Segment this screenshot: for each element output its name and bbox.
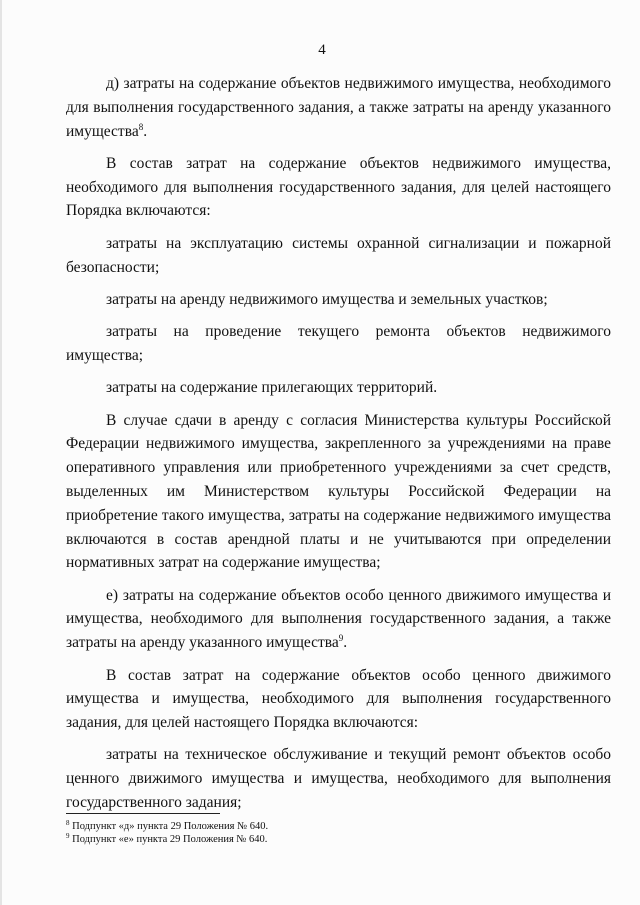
paragraph-e-clause: е) затраты на содержание объектов особо ценного движимого имущества и имущества, необходимого для выполнения государственного задания, а также затраты на аренду указанного имущества$^9$. [66, 586, 611, 652]
footnote-mark: 8 [66, 819, 70, 827]
paragraph-real-estate-costs-intro: В состав затрат на содержание объектов недвижимого имущества, необходимого для выполнения государственного задания, для целей настоящего Порядка включаются: [66, 154, 611, 220]
list-item-repair-costs: затраты на проведение текущего ремонта объектов недвижимого имущества; [66, 323, 611, 364]
footnote-mark: 9 [66, 832, 70, 840]
footnote-ref-8[interactable]: 8 [138, 121, 144, 132]
footnote-ref-9[interactable]: 9 [338, 633, 344, 644]
paragraph-d-clause: д) затраты на содержание объектов недвижимого имущества, необходимого для выполнения государственного задания, а также затраты на аренду указанного имущества$^8$. [66, 75, 611, 140]
footnote-text: Подпункт «е» пункта 29 Положения № 640. [69, 834, 268, 845]
footnote-9 [66, 833, 611, 846]
page-number: 4 [318, 42, 326, 58]
paragraph-lease-case: В случае сдачи в аренду с согласия Министерства культуры Российской Федерации недвижимого имущества, закрепленного за учреждениями на праве оперативного управления или приобретенного учреждениями за счет средств, выделенных им Министерством культуры Российской Федерации на приобретение такого имущества, затраты на содержание недвижимого имущества включаются в состав арендной платы и не учитываются при определении нормативных затрат на содержание имущества; [66, 411, 611, 572]
footnote-8 [66, 820, 611, 833]
list-item-territory-costs: затраты на содержание прилегающих территорий. [106, 379, 438, 397]
list-item-security-costs: затраты на эксплуатацию системы охранной сигнализации и пожарной безопасности; [66, 234, 611, 276]
list-item-rent-costs: затраты на аренду недвижимого имущества и земельных участков; [106, 290, 548, 308]
paragraph-movable-costs-intro: В состав затрат на содержание объектов особо ценного движимого имущества и имущества, необходимого для выполнения государственного задания, для целей настоящего Порядка включаются: [66, 666, 611, 732]
footnote-separator [66, 813, 220, 814]
list-item-maintenance-costs: затраты на техническое обслуживание и текущий ремонт объектов особо ценного движимого имущества и имущества, необходимого для выполнения государственного задания; [66, 746, 611, 812]
footnote-text: Подпункт «д» пункта 29 Положения № 640. [69, 821, 269, 832]
footnotes [66, 820, 611, 846]
document-body [66, 72, 611, 823]
